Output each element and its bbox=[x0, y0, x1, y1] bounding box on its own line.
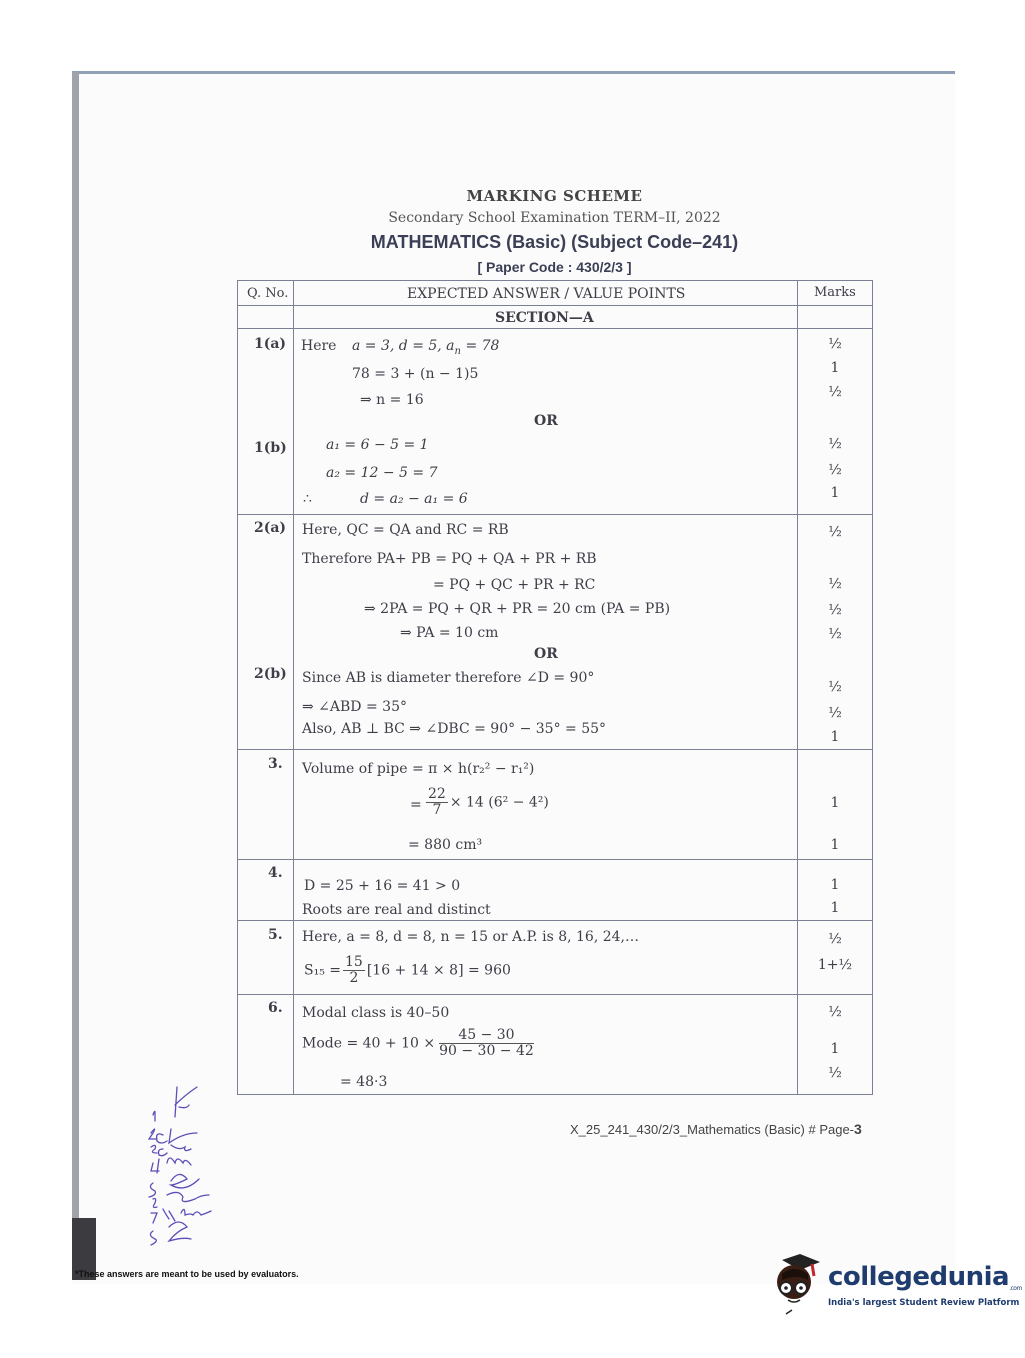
mark-value: ½ bbox=[828, 384, 842, 400]
evaluator-note: *These answers are meant to be used by evaluators. bbox=[75, 1269, 299, 1279]
answer-line: Here bbox=[301, 338, 337, 354]
mark-value: ½ bbox=[828, 679, 842, 695]
answer-line: Here, a = 8, d = 8, n = 15 or A.P. is 8, 16, 24,… bbox=[302, 929, 639, 945]
mark-value: ½ bbox=[828, 602, 842, 618]
answer-line: Also, AB ⊥ BC ⇒ ∠DBC = 90° − 35° = 55° bbox=[302, 721, 607, 737]
row-rule-5 bbox=[237, 994, 873, 995]
mark-value: ½ bbox=[828, 336, 842, 352]
therefore-symbol: ∴ bbox=[303, 491, 312, 507]
row-rule-1 bbox=[237, 514, 873, 515]
mark-value: 1 bbox=[830, 1041, 840, 1057]
answer-line: D = 25 + 16 = 41 > 0 bbox=[304, 878, 461, 894]
mark-value: ½ bbox=[828, 1004, 842, 1020]
answer-line: = 48·3 bbox=[340, 1074, 388, 1090]
answer-line: 78 = 3 + (n − 1)5 bbox=[352, 366, 479, 382]
answer-line: a = 3, d = 5, $a_n = 78$ bbox=[352, 338, 500, 357]
answer-line: ⇒ ∠ABD = 35° bbox=[302, 699, 407, 715]
mark-value: ½ bbox=[828, 705, 842, 721]
answer-line: Since AB is diameter therefore ∠D = 90° bbox=[302, 670, 595, 686]
q-number: 5. bbox=[268, 927, 283, 943]
answer-line: ⇒ 2PA = PQ + QR + PR = 20 cm (PA = PB) bbox=[364, 601, 671, 617]
col-header-answer: EXPECTED ANSWER / VALUE POINTS bbox=[407, 286, 686, 302]
col-divider-1 bbox=[293, 280, 294, 1095]
answer-line: Roots are real and distinct bbox=[302, 902, 491, 918]
collegedunia-mascot-icon bbox=[768, 1252, 826, 1316]
answer-line: a₁ = 6 − 5 = 1 bbox=[326, 437, 429, 453]
row-rule-2 bbox=[237, 749, 873, 750]
collegedunia-logo: collegedunia.com bbox=[828, 1262, 1022, 1292]
answer-line: d = a₂ − a₁ = 6 bbox=[360, 491, 468, 507]
mark-value: 1+½ bbox=[817, 957, 853, 973]
mark-value: ½ bbox=[828, 931, 842, 947]
or-separator: OR bbox=[534, 413, 558, 429]
q-number: 3. bbox=[268, 756, 283, 772]
logo-tagline: India's largest Student Review Platform bbox=[828, 1298, 1020, 1308]
mark-value: ½ bbox=[828, 436, 842, 452]
mark-value: ½ bbox=[828, 524, 842, 540]
mark-value: ½ bbox=[828, 462, 842, 478]
answer-line: S₁₅ = $\frac{15}{2}$ [16 + 14 × 8] = 960 bbox=[304, 954, 511, 986]
mark-value: 1 bbox=[830, 837, 840, 853]
row-rule-3 bbox=[237, 859, 873, 860]
answer-line: a₂ = 12 − 5 = 7 bbox=[326, 465, 438, 481]
mark-value: 1 bbox=[830, 900, 840, 916]
mark-value: 1 bbox=[830, 729, 840, 745]
header-rule bbox=[237, 305, 873, 306]
mark-value: ½ bbox=[828, 576, 842, 592]
paper-code: [ Paper Code : 430/2/3 ] bbox=[477, 259, 632, 275]
mark-value: ½ bbox=[828, 626, 842, 642]
answer-line: Here, QC = QA and RC = RB bbox=[302, 522, 509, 538]
mark-value: 1 bbox=[830, 360, 840, 376]
q-number: 2(a) bbox=[254, 520, 287, 536]
subject-title: MATHEMATICS (Basic) (Subject Code–241) bbox=[370, 232, 739, 252]
section-rule bbox=[237, 328, 873, 329]
answer-line: Mode = 40 + 10 × $\frac{45 - 30}{90 - 30 - 42}$ bbox=[302, 1027, 534, 1059]
or-separator: OR bbox=[534, 646, 558, 662]
page-footer-code: X_25_241_430/2/3_Mathematics (Basic) # Page-3 bbox=[570, 1121, 862, 1137]
doc-title: MARKING SCHEME bbox=[466, 187, 643, 205]
mark-value: 1 bbox=[830, 485, 840, 501]
answer-line: ⇒ PA = 10 cm bbox=[400, 625, 499, 641]
answer-line: Modal class is 40–50 bbox=[302, 1005, 450, 1021]
q-number: 1(a) bbox=[254, 336, 287, 352]
mark-value: ½ bbox=[828, 1065, 842, 1081]
evaluator-initials-signature bbox=[145, 1085, 235, 1255]
exam-name: Secondary School Examination TERM–II, 2022 bbox=[388, 210, 721, 226]
scan-edge-left bbox=[72, 72, 79, 1277]
q-number: 1(b) bbox=[254, 440, 287, 456]
q-number: 4. bbox=[268, 865, 283, 881]
mark-value: 1 bbox=[830, 795, 840, 811]
col-header-qno: Q. No. bbox=[247, 286, 289, 301]
answer-line: $\frac{22}{7}$ × 14 (6² − 4²) bbox=[428, 786, 549, 818]
equals-sign: = bbox=[410, 797, 422, 813]
col-header-marks: Marks bbox=[814, 285, 856, 300]
section-heading: SECTION—A bbox=[495, 310, 594, 326]
answer-line: = 880 cm³ bbox=[408, 837, 483, 853]
answer-line: ⇒ n = 16 bbox=[360, 392, 424, 408]
answer-line: Therefore PA+ PB = PQ + QA + PR + RB bbox=[302, 551, 597, 567]
q-number: 2(b) bbox=[254, 666, 287, 682]
mark-value: 1 bbox=[830, 877, 840, 893]
answer-line: = PQ + QC + PR + RC bbox=[433, 577, 596, 593]
scan-edge-top bbox=[72, 71, 955, 74]
row-rule-4 bbox=[237, 920, 873, 921]
q-number: 6. bbox=[268, 1000, 283, 1016]
answer-line: Volume of pipe = π × h(r₂² − r₁²) bbox=[302, 761, 535, 777]
